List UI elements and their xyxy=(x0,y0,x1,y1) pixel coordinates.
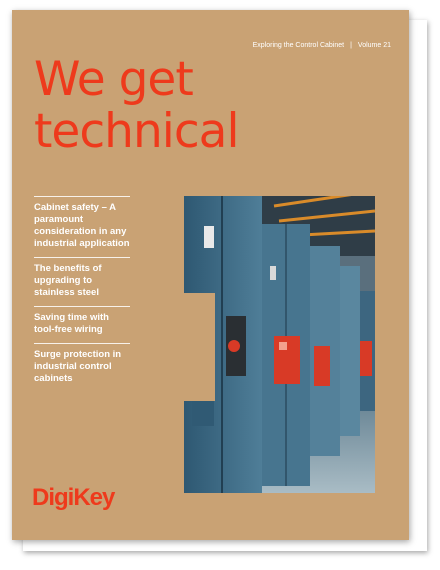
control-cabinet-photo xyxy=(184,196,375,493)
digikey-logo: DigiKey xyxy=(32,484,115,511)
toc-item-cabinet-safety[interactable]: Cabinet safety – A paramount consideration in any industrial application xyxy=(34,196,130,257)
separator: | xyxy=(350,42,352,49)
toc-item-stainless-steel[interactable]: The benefits of upgrading to stainless steel xyxy=(34,257,130,306)
table-of-contents xyxy=(34,196,130,392)
volume-label: Volume 21 xyxy=(357,42,391,49)
magazine-cover xyxy=(12,10,409,540)
toc-item-surge-protection[interactable]: Surge protection in industrial control cabinets xyxy=(34,343,130,392)
headline xyxy=(34,54,239,158)
series-title: Exploring the Control Cabinet xyxy=(252,42,345,49)
headline-line-2: technical xyxy=(34,104,239,159)
toc-item-tool-free-wiring[interactable]: Saving time with tool-free wiring xyxy=(34,306,130,343)
headline-line-1: We get xyxy=(34,52,193,107)
issue-line xyxy=(253,42,391,49)
